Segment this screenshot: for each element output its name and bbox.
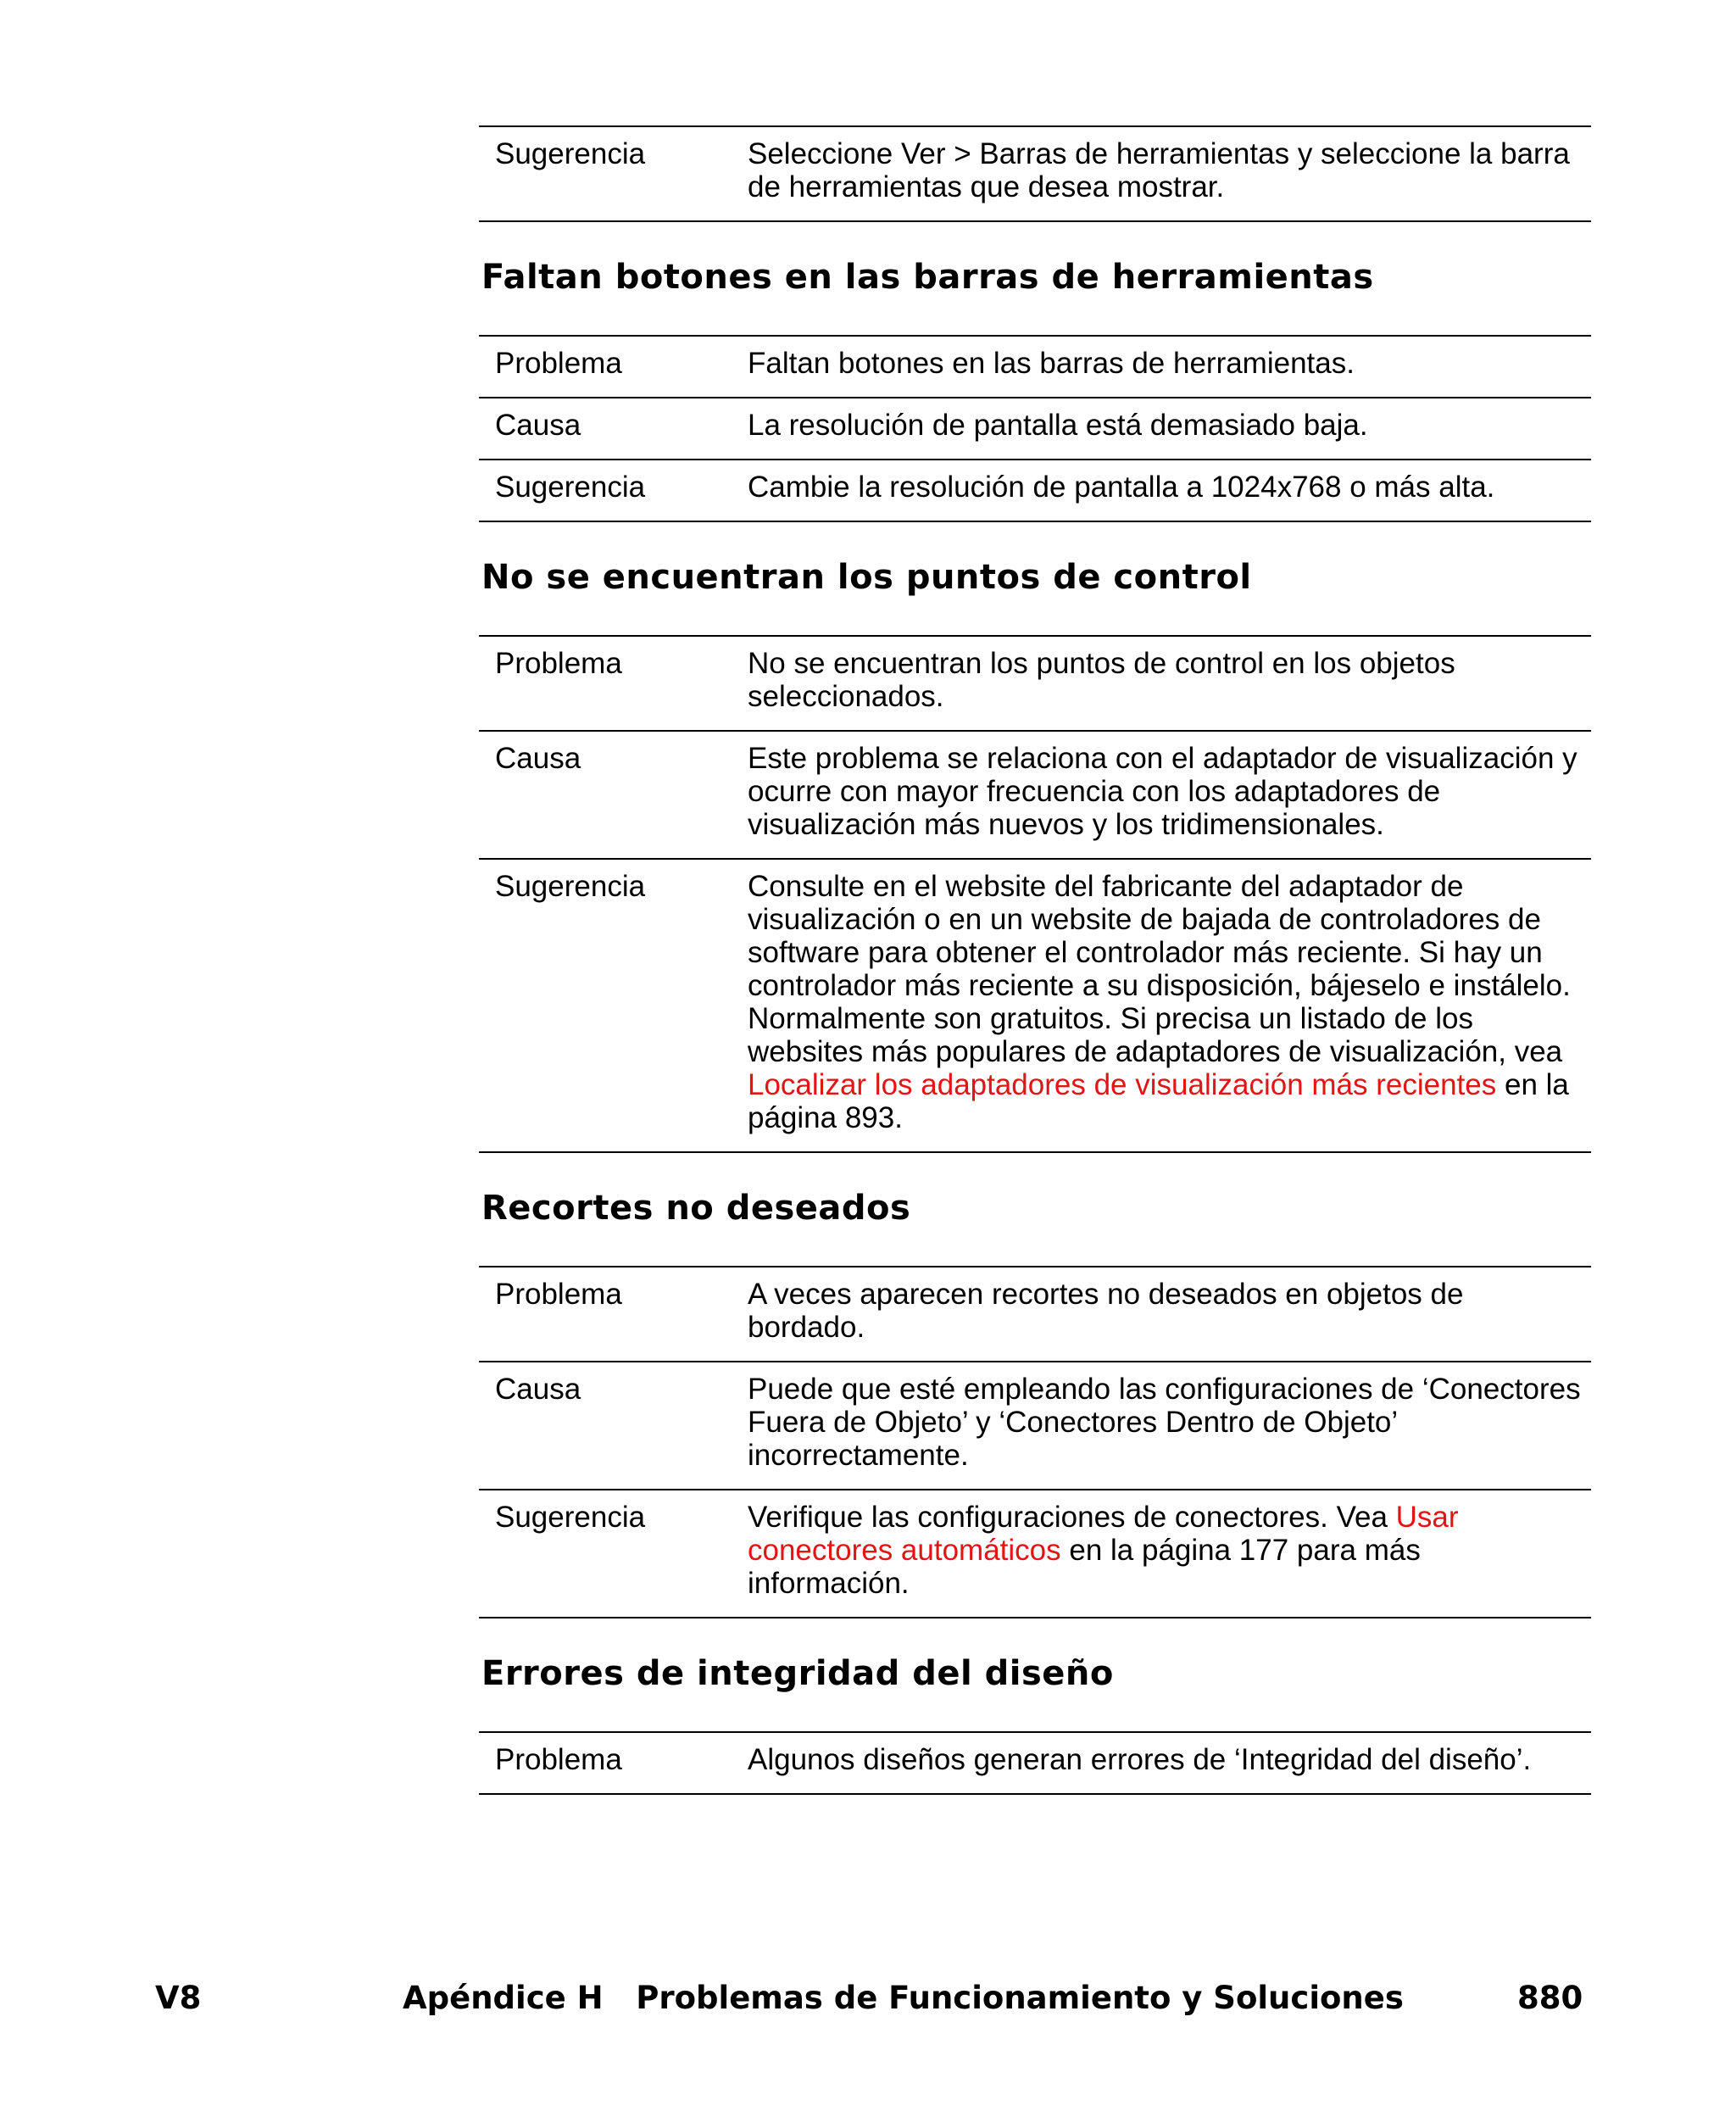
- row-text: A veces aparecen recortes no deseados en objetos de bordado.: [748, 1278, 1464, 1344]
- table-row: [479, 637, 1591, 732]
- table-row: [479, 460, 1591, 522]
- row-label: Causa: [495, 1373, 581, 1406]
- table-control-points: [479, 635, 1591, 1153]
- text-before-link: Consulte en el website del fabricante del adaptador de visualización o en un website de bajada de controladores de software para obtener el controlador más reciente. Si hay un controlador más reciente a su disposición, bájeselo e instálelo. Normalmente son gratuitos. Si precisa un listado de los websites más populares de adaptadores de visualización, vea: [748, 870, 1571, 1068]
- page-content: [479, 125, 1591, 1795]
- row-label: Causa: [495, 409, 581, 442]
- text-before-link: Verifique las configuraciones de conectores. Vea: [748, 1501, 1396, 1534]
- text-after-link: en la página 177 para más información.: [748, 1534, 1421, 1600]
- table-row: [479, 398, 1591, 460]
- row-text: La resolución de pantalla está demasiado baja.: [748, 409, 1368, 442]
- footer-chapter-title: Apéndice H Problemas de Funcionamiento y Soluciones: [403, 1980, 1404, 2016]
- row-label: Sugerencia: [495, 1501, 646, 1534]
- link-display-adapters[interactable]: Localizar los adaptadores de visualización más recientes: [748, 1068, 1497, 1101]
- section-heading-missing-buttons: Faltan botones en las barras de herramientas: [481, 258, 1374, 297]
- table-row: [479, 127, 1591, 222]
- footer-version: V8: [155, 1980, 202, 2016]
- table-design-integrity: [479, 1731, 1591, 1795]
- text-after-link: en la página 893.: [748, 1068, 1569, 1134]
- table-row: [479, 337, 1591, 398]
- section-heading-unwanted-trims: Recortes no deseados: [481, 1189, 911, 1228]
- row-label: Causa: [495, 742, 581, 775]
- table-missing-buttons: [479, 335, 1591, 522]
- page-footer: [0, 1979, 1736, 2018]
- table-row: [479, 732, 1591, 860]
- link-auto-connectors[interactable]: Usar conectores automáticos: [748, 1501, 1459, 1567]
- table-row: [479, 860, 1591, 1153]
- section-heading-design-integrity: Errores de integridad del diseño: [481, 1654, 1114, 1693]
- row-text: Faltan botones en las barras de herramientas.: [748, 347, 1355, 380]
- table-row: [479, 1362, 1591, 1490]
- row-label: Problema: [495, 647, 622, 680]
- table-row: [479, 1733, 1591, 1795]
- footer-page-number: 880: [1517, 1980, 1583, 2016]
- row-label: Sugerencia: [495, 137, 646, 170]
- row-text: Seleccione Ver > Barras de herramientas y seleccione la barra de herramientas que desea mostrar.: [748, 137, 1570, 203]
- row-label: Problema: [495, 1743, 622, 1776]
- section-heading-control-points: No se encuentran los puntos de control: [481, 558, 1252, 597]
- row-text: Puede que esté empleando las configuraciones de ‘Conectores Fuera de Objeto’ y ‘Conectores Dentro de Objeto’ incorrectamente.: [748, 1373, 1581, 1472]
- row-text: Este problema se relaciona con el adaptador de visualización y ocurre con mayor frecuencia con los adaptadores de visualización más nuevos y los tridimensionales.: [748, 742, 1577, 841]
- table-row: [479, 1490, 1591, 1618]
- row-text: [748, 870, 1591, 1134]
- row-text: Cambie la resolución de pantalla a 1024x768 o más alta.: [748, 471, 1495, 504]
- row-text: [748, 1501, 1591, 1600]
- row-text: No se encuentran los puntos de control en los objetos seleccionados.: [748, 647, 1455, 713]
- row-label: Sugerencia: [495, 870, 646, 903]
- suggestion-table-toolbars: [479, 125, 1591, 222]
- row-label: Problema: [495, 1278, 622, 1311]
- row-label: Sugerencia: [495, 471, 646, 504]
- table-row: [479, 1267, 1591, 1362]
- row-text: Algunos diseños generan errores de ‘Integridad del diseño’.: [748, 1743, 1532, 1776]
- table-unwanted-trims: [479, 1266, 1591, 1618]
- row-label: Problema: [495, 347, 622, 380]
